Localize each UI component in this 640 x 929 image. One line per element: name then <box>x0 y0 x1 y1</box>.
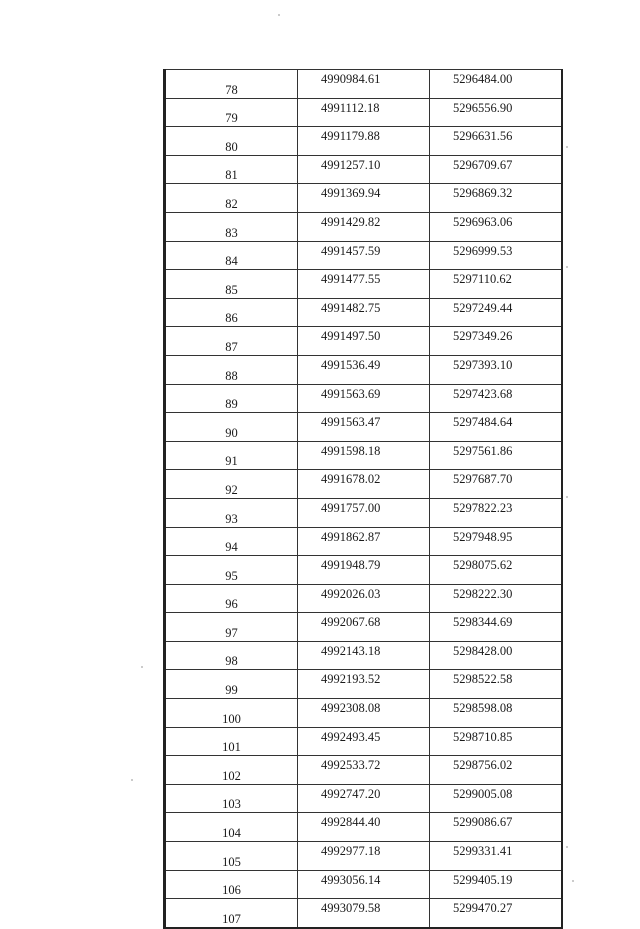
table-row <box>165 355 563 384</box>
table-row <box>165 127 563 156</box>
y-coordinate-cell: 5298598.08 <box>430 699 563 728</box>
point-number-cell: 105 <box>165 842 298 871</box>
x-coordinate-cell: 4991497.50 <box>298 327 430 356</box>
x-coordinate-cell: 4991179.88 <box>298 127 430 156</box>
y-coordinate-cell: 5298756.02 <box>430 756 563 785</box>
scan-speck <box>141 666 143 668</box>
y-coordinate-cell: 5296631.56 <box>430 127 563 156</box>
table-row <box>165 184 563 213</box>
point-number-cell: 98 <box>165 641 298 670</box>
x-coordinate-cell: 4992533.72 <box>298 756 430 785</box>
y-coordinate-cell: 5298344.69 <box>430 613 563 642</box>
point-number-cell: 106 <box>165 870 298 899</box>
y-coordinate-cell: 5296869.32 <box>430 184 563 213</box>
x-coordinate-cell: 4991948.79 <box>298 556 430 585</box>
table-row <box>165 70 563 99</box>
point-number-cell: 101 <box>165 727 298 756</box>
table-row <box>165 670 563 699</box>
y-coordinate-cell: 5298522.58 <box>430 670 563 699</box>
y-coordinate-cell: 5296709.67 <box>430 155 563 184</box>
point-number-cell: 99 <box>165 670 298 699</box>
y-coordinate-cell: 5297110.62 <box>430 270 563 299</box>
y-coordinate-cell: 5297484.64 <box>430 413 563 442</box>
x-coordinate-cell: 4991369.94 <box>298 184 430 213</box>
point-number-cell: 107 <box>165 899 298 928</box>
table-row <box>165 327 563 356</box>
point-number-cell: 78 <box>165 70 298 99</box>
table-row <box>165 842 563 871</box>
y-coordinate-cell: 5297948.95 <box>430 527 563 556</box>
x-coordinate-cell: 4991112.18 <box>298 98 430 127</box>
point-number-cell: 83 <box>165 212 298 241</box>
x-coordinate-cell: 4991678.02 <box>298 470 430 499</box>
y-coordinate-cell: 5297423.68 <box>430 384 563 413</box>
y-coordinate-cell: 5297822.23 <box>430 498 563 527</box>
point-number-cell: 96 <box>165 584 298 613</box>
point-number-cell: 94 <box>165 527 298 556</box>
table-row <box>165 298 563 327</box>
y-coordinate-cell: 5296484.00 <box>430 70 563 99</box>
y-coordinate-cell: 5297393.10 <box>430 355 563 384</box>
x-coordinate-cell: 4993079.58 <box>298 899 430 928</box>
x-coordinate-cell: 4993056.14 <box>298 870 430 899</box>
x-coordinate-cell: 4991477.55 <box>298 270 430 299</box>
table-row <box>165 641 563 670</box>
table-row <box>165 784 563 813</box>
point-number-cell: 104 <box>165 813 298 842</box>
point-number-cell: 100 <box>165 699 298 728</box>
y-coordinate-cell: 5298075.62 <box>430 556 563 585</box>
x-coordinate-cell: 4991536.49 <box>298 355 430 384</box>
x-coordinate-cell: 4992308.08 <box>298 699 430 728</box>
point-number-cell: 95 <box>165 556 298 585</box>
point-number-cell: 93 <box>165 498 298 527</box>
coordinate-table-body <box>165 70 563 928</box>
point-number-cell: 90 <box>165 413 298 442</box>
x-coordinate-cell: 4992067.68 <box>298 613 430 642</box>
x-coordinate-cell: 4992493.45 <box>298 727 430 756</box>
y-coordinate-cell: 5297687.70 <box>430 470 563 499</box>
point-number-cell: 82 <box>165 184 298 213</box>
x-coordinate-cell: 4991563.47 <box>298 413 430 442</box>
x-coordinate-cell: 4991482.75 <box>298 298 430 327</box>
y-coordinate-cell: 5298222.30 <box>430 584 563 613</box>
x-coordinate-cell: 4992193.52 <box>298 670 430 699</box>
scan-speck <box>566 266 568 268</box>
y-coordinate-cell: 5299331.41 <box>430 842 563 871</box>
coordinate-table-container <box>163 69 515 929</box>
y-coordinate-cell: 5296556.90 <box>430 98 563 127</box>
table-row <box>165 584 563 613</box>
point-number-cell: 89 <box>165 384 298 413</box>
y-coordinate-cell: 5299086.67 <box>430 813 563 842</box>
point-number-cell: 92 <box>165 470 298 499</box>
table-row <box>165 212 563 241</box>
table-row <box>165 498 563 527</box>
point-number-cell: 80 <box>165 127 298 156</box>
table-row <box>165 813 563 842</box>
scan-speck <box>566 146 568 148</box>
table-row <box>165 527 563 556</box>
y-coordinate-cell: 5299405.19 <box>430 870 563 899</box>
point-number-cell: 91 <box>165 441 298 470</box>
point-number-cell: 103 <box>165 784 298 813</box>
point-number-cell: 81 <box>165 155 298 184</box>
point-number-cell: 102 <box>165 756 298 785</box>
table-row <box>165 441 563 470</box>
y-coordinate-cell: 5297249.44 <box>430 298 563 327</box>
x-coordinate-cell: 4991457.59 <box>298 241 430 270</box>
x-coordinate-cell: 4992026.03 <box>298 584 430 613</box>
x-coordinate-cell: 4992844.40 <box>298 813 430 842</box>
x-coordinate-cell: 4991862.87 <box>298 527 430 556</box>
table-row <box>165 899 563 928</box>
table-row <box>165 413 563 442</box>
x-coordinate-cell: 4990984.61 <box>298 70 430 99</box>
point-number-cell: 85 <box>165 270 298 299</box>
table-row <box>165 470 563 499</box>
table-row <box>165 699 563 728</box>
table-row <box>165 384 563 413</box>
x-coordinate-cell: 4991598.18 <box>298 441 430 470</box>
scan-speck <box>566 496 568 498</box>
table-row <box>165 98 563 127</box>
point-number-cell: 87 <box>165 327 298 356</box>
y-coordinate-cell: 5296963.06 <box>430 212 563 241</box>
x-coordinate-cell: 4991757.00 <box>298 498 430 527</box>
y-coordinate-cell: 5297561.86 <box>430 441 563 470</box>
y-coordinate-cell: 5296999.53 <box>430 241 563 270</box>
table-row <box>165 556 563 585</box>
scan-speck <box>566 846 568 848</box>
y-coordinate-cell: 5298428.00 <box>430 641 563 670</box>
scan-speck <box>131 779 133 781</box>
point-number-cell: 97 <box>165 613 298 642</box>
x-coordinate-cell: 4992143.18 <box>298 641 430 670</box>
y-coordinate-cell: 5299005.08 <box>430 784 563 813</box>
y-coordinate-cell: 5297349.26 <box>430 327 563 356</box>
table-row <box>165 270 563 299</box>
x-coordinate-cell: 4992747.20 <box>298 784 430 813</box>
scan-speck <box>278 14 280 16</box>
x-coordinate-cell: 4991257.10 <box>298 155 430 184</box>
table-row <box>165 727 563 756</box>
y-coordinate-cell: 5299470.27 <box>430 899 563 928</box>
x-coordinate-cell: 4992977.18 <box>298 842 430 871</box>
point-number-cell: 86 <box>165 298 298 327</box>
scan-speck <box>572 880 574 882</box>
y-coordinate-cell: 5298710.85 <box>430 727 563 756</box>
x-coordinate-cell: 4991429.82 <box>298 212 430 241</box>
table-row <box>165 155 563 184</box>
x-coordinate-cell: 4991563.69 <box>298 384 430 413</box>
table-row <box>165 756 563 785</box>
point-number-cell: 84 <box>165 241 298 270</box>
point-number-cell: 79 <box>165 98 298 127</box>
point-number-cell: 88 <box>165 355 298 384</box>
table-row <box>165 241 563 270</box>
coordinate-table <box>163 69 563 929</box>
table-row <box>165 613 563 642</box>
table-row <box>165 870 563 899</box>
